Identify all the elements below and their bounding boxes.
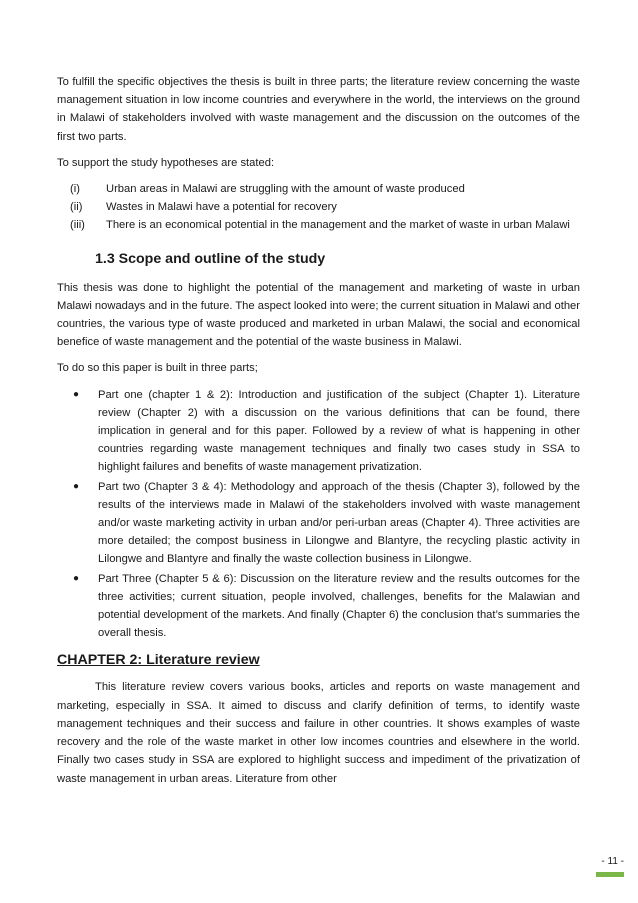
- list-item: [57, 386, 580, 477]
- list-item: [57, 198, 580, 216]
- bullet-icon: ●: [73, 480, 80, 492]
- hypothesis-text: Wastes in Malawi have a potential for recovery: [106, 201, 337, 214]
- hypothesis-number: (i): [70, 183, 80, 196]
- document-page: [57, 73, 580, 796]
- parts-list: [57, 386, 580, 643]
- hypotheses-list: [57, 180, 580, 235]
- bullet-text: Part Three (Chapter 5 & 6): Discussion on the literature review and the results outcomes for the three activities; current situation, people involved, challenges, benefits for the Malawian and potential development of the markets. And finally (Chapter 6) the conclusion that’s summaries the overall thesis.: [98, 572, 580, 640]
- hypothesis-number: (ii): [70, 201, 83, 214]
- hypothesis-number: (iii): [70, 219, 85, 232]
- scope-paragraph: This thesis was done to highlight the potential of the management and marketing of waste in urban Malawi nowadays and in the future. The aspect looked into were; the current situation in Malawi and other countries, the various type of waste produced and marketed in urban Malawi, the social and economical benefice of waste management and the potential of the waste business in Malawi.: [57, 281, 580, 349]
- intro-paragraph: To fulfill the specific objectives the thesis is built in three parts; the literature review concerning the waste management situation in low income countries and everywhere in the world, the interviews on the ground in Malawi of stakeholders involved with waste management and the discussion on the outcomes of the first two parts.: [57, 76, 580, 143]
- hypothesis-text: There is an economical potential in the management and the market of waste in urban Malawi: [106, 219, 570, 232]
- page-number: - 11 -: [601, 856, 624, 867]
- bullet-text: Part two (Chapter 3 & 4): Methodology and approach of the thesis (Chapter 3), followed by the results of the interviews made in Malawi of the stakeholders involved with waste management and/or waste marketing activity in urban and/or peri-urban areas (Chapter 4). Three activities are more detailed; the compost business in Lilongwe and Blantyre, the recycling plastic activity in Lilongwe and Blantyre and finally the waste collection business in Lilongwe.: [98, 480, 580, 566]
- list-item: [57, 478, 580, 569]
- bullet-icon: ●: [73, 388, 80, 400]
- section-heading: 1.3 Scope and outline of the study: [95, 250, 326, 267]
- bullet-icon: ●: [73, 572, 80, 584]
- list-item: [57, 570, 580, 643]
- hypotheses-intro: To support the study hypotheses are stated:: [57, 156, 275, 169]
- chapter-heading: CHAPTER 2: Literature review: [57, 652, 260, 669]
- bullet-text: Part one (chapter 1 & 2): Introduction and justification of the subject (Chapter 1). Literature review (Chapter 2) with a discussion on the various definitions that can be found, there implication in general and for this paper. Followed by a review of what is happening in other countries regarding waste management techniques and finally two cases study in SSA to highlight failures and benefits of waste management privatization.: [98, 388, 580, 474]
- footer-accent-bar: [596, 872, 624, 877]
- list-item: [57, 180, 580, 198]
- literature-paragraph: This literature review covers various books, articles and reports on waste management and marketing, especially in SSA. It aimed to discuss and clarify definition of terms, to identify waste management techniques and their success and failure in other countries. It shows examples of waste recovery and the role of the waste market in other low incomes countries and elsewhere in the world. Finally two cases study in SSA are explored to highlight success and impediment of the privatization of waste management in urban areas. Literature from other: [57, 681, 580, 785]
- parts-intro: To do so this paper is built in three parts;: [57, 362, 258, 375]
- hypothesis-text: Urban areas in Malawi are struggling with the amount of waste produced: [106, 183, 465, 196]
- list-item: [57, 216, 580, 234]
